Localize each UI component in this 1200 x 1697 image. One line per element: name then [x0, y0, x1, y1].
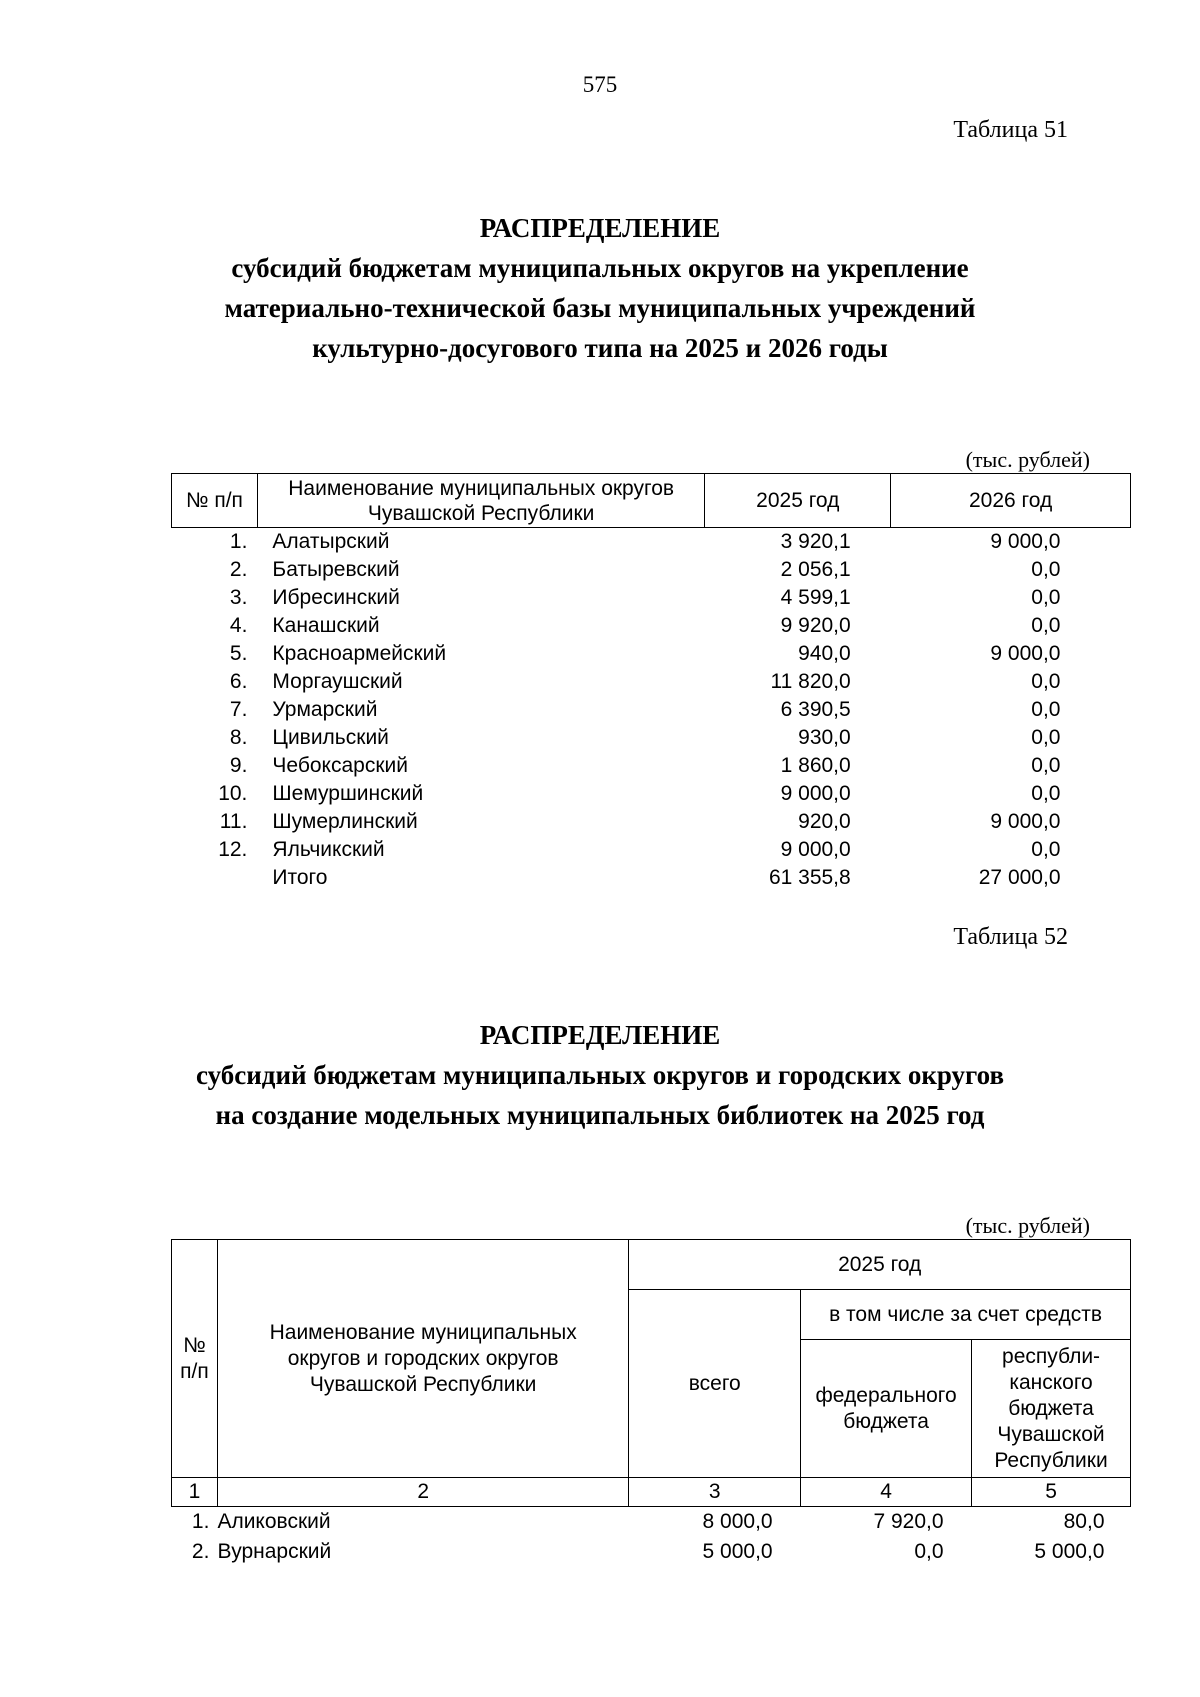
- cell-y2026: 9 000,0: [990, 642, 1061, 665]
- table-row: [172, 668, 1131, 696]
- column-number-row: [172, 1478, 1131, 1507]
- cell-name: Яльчикский: [272, 838, 385, 861]
- table-header-row: [172, 1240, 1131, 1290]
- header-year: 2025 год: [629, 1240, 1131, 1290]
- table-row: [172, 1537, 1131, 1567]
- header-incl: в том числе за счет средств: [801, 1290, 1131, 1340]
- cell-y2026: 0,0: [1031, 726, 1061, 749]
- heading-line: РАСПРЕДЕЛЕНИЕ: [479, 213, 721, 243]
- cell-republic: 5 000,0: [1034, 1540, 1105, 1563]
- cell-name: Алатырский: [272, 530, 390, 553]
- cell-num: 10.: [218, 782, 248, 805]
- cell-name: Ибресинский: [272, 586, 400, 609]
- header-2026: 2026 год: [891, 474, 1131, 528]
- header-name: Наименование муниципальных округов и городских округов Чувашской Республики: [217, 1240, 628, 1478]
- table-row: [172, 612, 1131, 640]
- total-label: Итого: [272, 866, 328, 889]
- cell-name: Цивильский: [272, 726, 389, 749]
- cell-num: 5.: [229, 642, 248, 665]
- cell-y2025: 9 000,0: [780, 782, 851, 805]
- cell-num: 11.: [219, 810, 248, 833]
- cell-name: Канашский: [272, 614, 380, 637]
- table-row: [172, 640, 1131, 668]
- heading-line: РАСПРЕДЕЛЕНИЕ: [479, 1020, 721, 1050]
- table-51-heading: [0, 208, 1200, 368]
- cell-num: 2.: [229, 558, 248, 581]
- heading-line: субсидий бюджетам муниципальных округов на укрепление: [231, 253, 969, 283]
- cell-num: 2.: [191, 1540, 210, 1563]
- cell-y2026: 0,0: [1031, 670, 1061, 693]
- cell-y2026: 9 000,0: [990, 810, 1061, 833]
- heading-line: материально-технической базы муниципальных учреждений: [224, 293, 976, 323]
- cell-republic: 80,0: [1063, 1510, 1105, 1533]
- cell-total: 5 000,0: [702, 1540, 773, 1563]
- header-num: № п/п: [172, 474, 258, 528]
- total-blank: [172, 864, 258, 892]
- table-row: [172, 752, 1131, 780]
- cell-total: 8 000,0: [702, 1510, 773, 1533]
- header-federal: федерального бюджета: [801, 1340, 972, 1478]
- heading-line: культурно-досугового типа на 2025 и 2026 годы: [312, 333, 888, 363]
- cell-name: Красноармейский: [272, 642, 447, 665]
- heading-line: субсидий бюджетам муниципальных округов и городских округов: [195, 1060, 1005, 1090]
- cell-name: Чебоксарский: [272, 754, 408, 777]
- table-row: [172, 780, 1131, 808]
- column-number: 2: [217, 1478, 628, 1507]
- cell-num: 1.: [229, 530, 248, 553]
- cell-y2025: 920,0: [798, 810, 851, 833]
- cell-name: Моргаушский: [272, 670, 403, 693]
- table-52-body: [172, 1507, 1131, 1568]
- table-52-heading: [0, 1015, 1200, 1135]
- cell-name: Урмарский: [272, 698, 378, 721]
- cell-y2025: 2 056,1: [780, 558, 851, 581]
- cell-y2026: 0,0: [1031, 698, 1061, 721]
- table-51: [171, 473, 1131, 892]
- table-row: [172, 724, 1131, 752]
- cell-y2026: 0,0: [1031, 838, 1061, 861]
- table-row: [172, 1507, 1131, 1538]
- cell-federal: 7 920,0: [873, 1510, 944, 1533]
- page-number: 575: [582, 72, 618, 97]
- cell-y2026: 0,0: [1031, 586, 1061, 609]
- table-52-units: (тыс. рублей): [965, 1213, 1090, 1238]
- table-row: [172, 584, 1131, 612]
- cell-y2025: 11 820,0: [770, 670, 851, 693]
- cell-y2025: 6 390,5: [780, 698, 851, 721]
- cell-y2025: 3 920,1: [780, 530, 851, 553]
- cell-y2026: 0,0: [1031, 614, 1061, 637]
- heading-line: на создание модельных муниципальных библиотек на 2025 год: [215, 1100, 985, 1130]
- cell-num: 3.: [229, 586, 248, 609]
- cell-num: 4.: [229, 614, 248, 637]
- cell-y2026: 9 000,0: [990, 530, 1061, 553]
- table-row: [172, 808, 1131, 836]
- table-52-label: Таблица 52: [953, 924, 1068, 950]
- cell-num: 1.: [191, 1510, 210, 1533]
- cell-y2025: 940,0: [798, 642, 851, 665]
- cell-federal: 0,0: [914, 1540, 944, 1563]
- column-number: 1: [172, 1478, 218, 1507]
- cell-num: 6.: [229, 670, 248, 693]
- table-row: [172, 528, 1131, 557]
- cell-name: Шемуршинский: [272, 782, 424, 805]
- cell-y2026: 0,0: [1031, 558, 1061, 581]
- cell-num: 12.: [218, 838, 248, 861]
- header-name: Наименование муниципальных округов Чувашской Республики: [257, 474, 704, 528]
- cell-name: Шумерлинский: [272, 810, 418, 833]
- table-51-units: (тыс. рублей): [965, 447, 1090, 472]
- cell-num: 7.: [229, 698, 248, 721]
- cell-y2025: 9 000,0: [780, 838, 851, 861]
- column-number: 4: [801, 1478, 972, 1507]
- cell-num: 9.: [229, 754, 248, 777]
- cell-y2026: 0,0: [1031, 782, 1061, 805]
- total-row: [172, 864, 1131, 892]
- table-header-row: [172, 474, 1131, 528]
- table-52: [171, 1239, 1131, 1567]
- total-y2026: 27 000,0: [978, 866, 1061, 889]
- column-number: 5: [972, 1478, 1131, 1507]
- cell-y2025: 9 920,0: [780, 614, 851, 637]
- table-row: [172, 836, 1131, 864]
- column-number: 3: [629, 1478, 801, 1507]
- table-51-label: Таблица 51: [953, 117, 1068, 143]
- total-y2025: 61 355,8: [768, 866, 851, 889]
- cell-y2025: 4 599,1: [780, 586, 851, 609]
- cell-name: Вурнарский: [217, 1540, 332, 1563]
- header-republic: республи-канского бюджета Чувашской Республики: [972, 1340, 1131, 1478]
- table-row: [172, 556, 1131, 584]
- cell-y2025: 930,0: [798, 726, 851, 749]
- header-num: № п/п: [172, 1240, 218, 1478]
- cell-name: Аликовский: [217, 1510, 331, 1533]
- header-2025: 2025 год: [705, 474, 891, 528]
- table-51-body: [172, 528, 1131, 893]
- cell-num: 8.: [229, 726, 248, 749]
- table-row: [172, 696, 1131, 724]
- cell-name: Батыревский: [272, 558, 400, 581]
- cell-y2025: 1 860,0: [780, 754, 851, 777]
- header-total: всего: [629, 1290, 801, 1478]
- cell-y2026: 0,0: [1031, 754, 1061, 777]
